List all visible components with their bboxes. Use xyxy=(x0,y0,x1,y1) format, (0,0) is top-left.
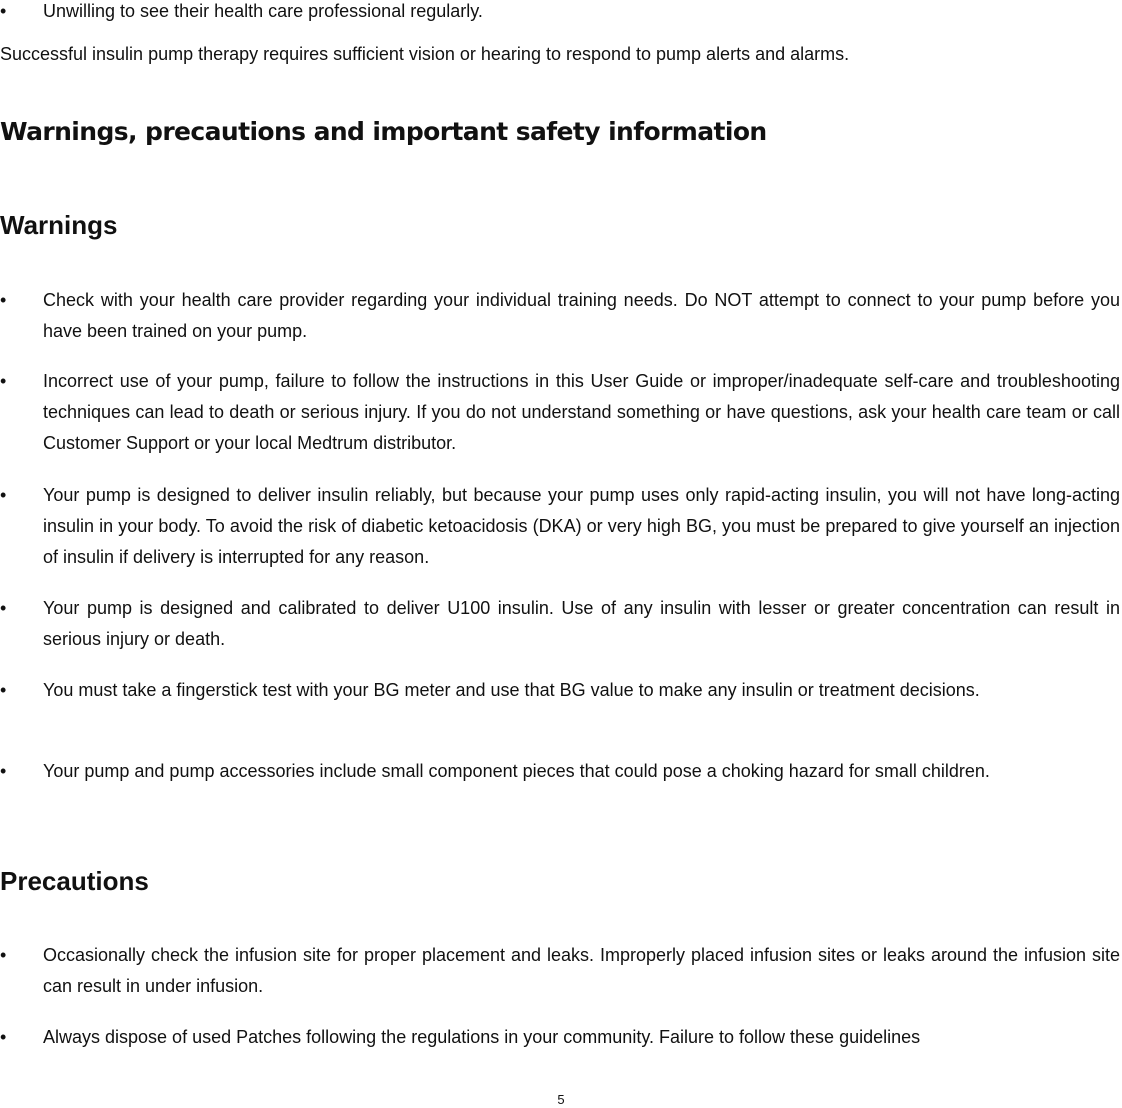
warning-item-text: Incorrect use of your pump, failure to follow the instructions in this User Guide or improper/inadequate self-care and troubleshooting techniques can lead to death or serious injury. If you do not understand something or have questions, ask your health care team or call Customer Support or your local Medtrum distributor. xyxy=(43,371,1120,453)
bullet-icon: • xyxy=(0,761,7,781)
precaution-item-text: Occasionally check the infusion site for proper placement and leaks. Improperly placed infusion sites or leaks around the infusion site can result in under infusion. xyxy=(43,945,1120,996)
precautions-heading: Precautions xyxy=(0,866,149,896)
intro-paragraph: Successful insulin pump therapy requires sufficient vision or hearing to respond to pump alerts and alarms. xyxy=(0,44,850,64)
list-item-text: Unwilling to see their health care professional regularly. xyxy=(43,1,483,21)
bullet-icon: • xyxy=(0,598,7,618)
section-heading: Warnings, precautions and important safety information xyxy=(0,117,767,146)
warnings-heading: Warnings xyxy=(0,210,118,240)
warning-item-text: Your pump and pump accessories include small component pieces that could pose a choking hazard for small children. xyxy=(43,761,990,781)
warning-item-text: Check with your health care provider regarding your individual training needs. Do NOT attempt to connect to your pump before you have been trained on your pump. xyxy=(43,290,1120,341)
bullet-icon: • xyxy=(0,371,7,391)
bullet-icon: • xyxy=(0,945,7,965)
warning-item-text: You must take a fingerstick test with your BG meter and use that BG value to make any insulin or treatment decisions. xyxy=(43,680,980,700)
bullet-icon: • xyxy=(0,680,7,700)
warning-item-text: Your pump is designed to deliver insulin reliably, but because your pump uses only rapid-acting insulin, you will not have long-acting insulin in your body. To avoid the risk of diabetic ketoacidosis (DKA) or very high BG, you must be prepared to give yourself an injection of insulin if delivery is interrupted for any reason. xyxy=(43,485,1120,567)
bullet-icon: • xyxy=(0,290,7,310)
warning-item-text: Your pump is designed and calibrated to deliver U100 insulin. Use of any insulin with lesser or greater concentration can result in serious injury or death. xyxy=(43,598,1120,649)
bullet-icon: • xyxy=(0,1,7,21)
bullet-icon: • xyxy=(0,1027,7,1047)
bullet-icon: • xyxy=(0,485,7,505)
page-number: 5 xyxy=(557,1092,565,1107)
precaution-item-text: Always dispose of used Patches following the regulations in your community. Failure to follow these guidelines xyxy=(43,1027,921,1047)
